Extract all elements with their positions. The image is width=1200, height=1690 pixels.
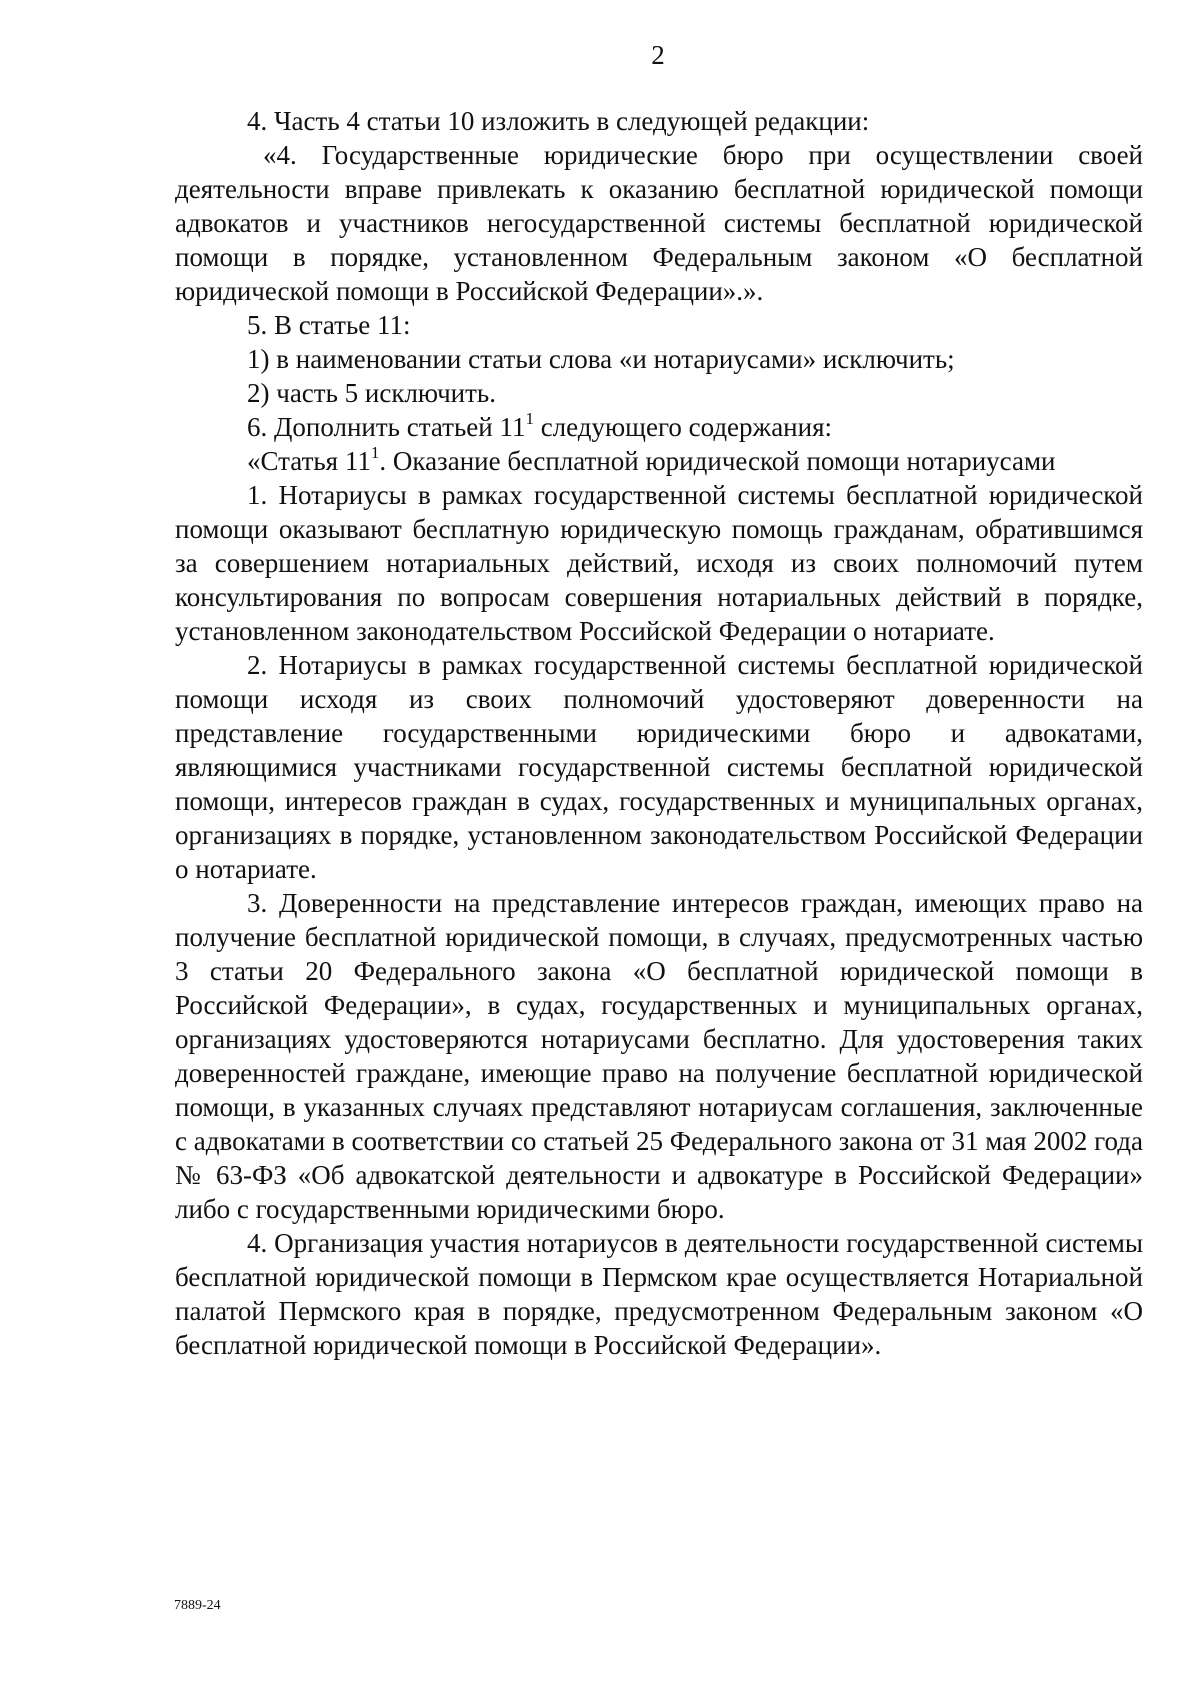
amendment-6-text-end: следующего содержания:: [533, 412, 832, 442]
paragraph-item-1: 1) в наименовании статьи слова «и нотариусами» исключить;: [247, 344, 955, 374]
paragraph-amendment-4: 4. Часть 4 статьи 10 изложить в следующей редакции:: [247, 106, 870, 136]
document-code: 7889-24: [174, 1598, 221, 1613]
article-title-start: «Статья 11: [247, 446, 371, 476]
article-part-2: 2. Нотариусы в рамках государственной системы бесплатной юридической помощи исходя из своих полномочий удостоверяют доверенности на представление государственными юридическими бюро и адвокатами, являющимися участниками государственной системы бесплатной юридической помощи, интересов граждан в судах, государственных и муниципальных органах, организациях в порядке, установленном законодательством Российской Федерации о нотариате.: [175, 650, 1143, 884]
amendment-6-superscript: 1: [525, 409, 534, 428]
page-number: 2: [651, 40, 665, 70]
article-title-end: . Оказание бесплатной юридической помощи нотариусами: [379, 446, 1056, 476]
article-part-1: 1. Нотариусы в рамках государственной системы бесплатной юридической помощи оказывают бесплатную юридическую помощь гражданам, обратившимся за совершением нотариальных действий, исходя из своих полномочий путем консультирования по вопросам совершения нотариальных действий в порядке, установленном законодательством Российской Федерации о нотариате.: [175, 480, 1143, 646]
paragraph-item-2: 2) часть 5 исключить.: [247, 378, 496, 408]
paragraph-new-part-4: «4. Государственные юридические бюро при осуществлении своей деятельности вправе привлекать к оказанию бесплатной юридической помощи адвокатов и участников негосударственной системы бесплатной юридической помощи в порядке, установленном Федеральным законом «О бесплатной юридической помощи в Российской Федерации».».: [175, 140, 1143, 306]
article-title-superscript: 1: [370, 443, 380, 462]
paragraph-amendment-6: [175, 410, 1143, 444]
amendment-6-text-start: 6. Дополнить статьей 11: [247, 412, 526, 442]
document-body: [175, 104, 1143, 1362]
paragraph-amendment-5: 5. В статье 11:: [247, 310, 411, 340]
article-part-3: 3. Доверенности на представление интересов граждан, имеющих право на получение бесплатной юридической помощи, в случаях, предусмотренных частью 3 статьи 20 Федерального закона «О бесплатной юридической помощи в Российской Федерации», в судах, государственных и муниципальных органах, организациях удостоверяются нотариусами бесплатно. Для удостоверения таких доверенностей граждане, имеющие право на получение бесплатной юридической помощи, в указанных случаях представляют нотариусам соглашения, заключенные с адвокатами в соответствии со статьей 25 Федерального закона от 31 мая 2002 года № 63-ФЗ «Об адвокатской деятельности и адвокатуре в Российской Федерации» либо с государственными юридическими бюро.: [175, 888, 1143, 1224]
article-part-4: 4. Организация участия нотариусов в деятельности государственной системы бесплатной юридической помощи в Пермском крае осуществляется Нотариальной палатой Пермского края в порядке, предусмотренном Федеральным законом «О бесплатной юридической помощи в Российской Федерации».: [175, 1228, 1143, 1360]
article-title: [175, 444, 1143, 478]
